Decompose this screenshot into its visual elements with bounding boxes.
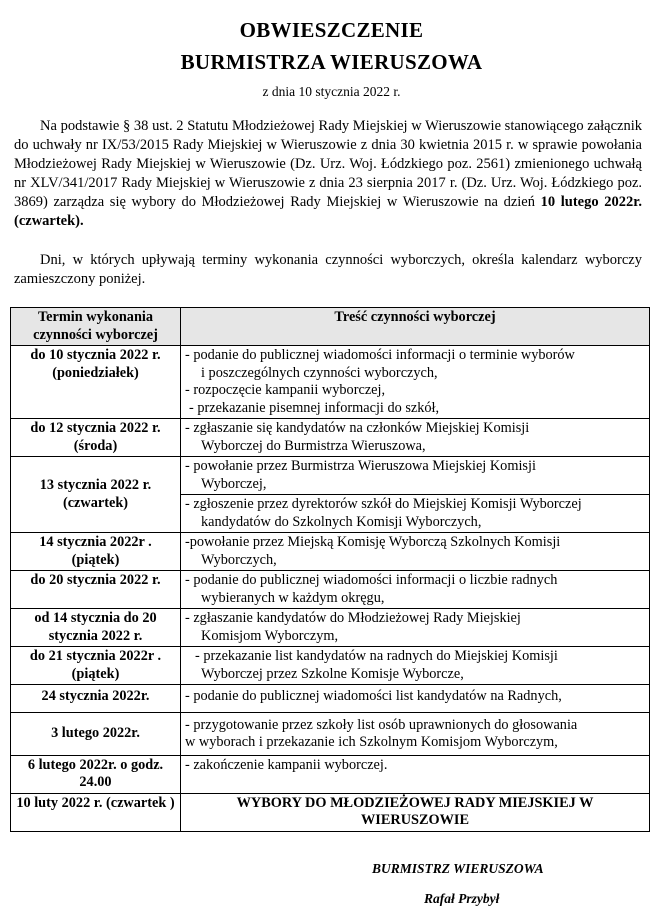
activity-cell: [181, 571, 650, 609]
activity-cell: [181, 647, 650, 685]
term-cell: 3 lutego 2022r.: [11, 712, 181, 755]
term-cell: do 21 stycznia 2022r . (piątek): [11, 647, 181, 685]
activity-line: - powołanie przez Burmistrza Wieruszowa Miejskiej Komisji: [185, 458, 536, 474]
table-row: [11, 533, 650, 571]
activity-line: kandydatów do Szkolnych Komisji Wyborczych,: [201, 513, 482, 530]
activity-cell: [181, 755, 650, 793]
activity-line: - przekazanie pisemnej informacji do szkół,: [189, 399, 440, 416]
term-cell: do 12 stycznia 2022 r. (środa): [11, 419, 181, 457]
activity-line: Wyborczej przez Szkolne Komisje Wyborcze,: [201, 665, 464, 682]
table-row: [11, 571, 650, 609]
header-term: Termin wykonania czynności wyborczej: [11, 308, 181, 346]
activity-line: - przekazanie list kandydatów na radnych do Miejskiej Komisji: [195, 648, 558, 664]
activity-line: Wyborczych,: [201, 551, 277, 568]
activity-cell: [181, 419, 650, 457]
table-row: [11, 346, 650, 419]
activity-cell: [181, 346, 650, 419]
table-row: [11, 609, 650, 647]
term-cell: od 14 stycznia do 20 stycznia 2022 r.: [11, 609, 181, 647]
activity-line: - podanie do publicznej wiadomości list kandydatów na Radnych,: [185, 688, 562, 704]
election-day-cell: WYBORY DO MŁODZIEŻOWEJ RADY MIEJSKIEJ W WIERUSZOWIE: [181, 793, 650, 831]
header-content: Treść czynności wyborczej: [181, 308, 650, 346]
activity-line: - rozpoczęcie kampanii wyborczej,: [185, 382, 386, 398]
term-cell: 14 stycznia 2022r . (piątek): [11, 533, 181, 571]
document-title: OBWIESZCZENIE: [239, 18, 424, 42]
activity-line: - podanie do publicznej wiadomości informacji o liczbie radnych: [185, 572, 558, 588]
table-header-row: [11, 308, 650, 346]
intro-paragraph: [14, 117, 642, 231]
table-row: [11, 793, 650, 831]
activity-line: wybieranych w każdym okręgu,: [201, 589, 385, 606]
activity-cell: [181, 495, 650, 533]
signature-title: BURMISTRZ WIERUSZOWA: [372, 861, 544, 876]
activity-line: - zakończenie kampanii wyborczej.: [185, 756, 388, 773]
term-cell: do 20 stycznia 2022 r.: [11, 571, 181, 609]
table-row: [11, 419, 650, 457]
term-cell: 13 stycznia 2022 r. (czwartek): [11, 457, 181, 533]
term-cell: 10 luty 2022 r. (czwartek ): [11, 793, 181, 831]
term-cell: 24 stycznia 2022r.: [11, 685, 181, 713]
term-cell: do 10 stycznia 2022 r. (poniedziałek): [11, 346, 181, 419]
activity-cell: [181, 685, 650, 713]
term-cell: 6 lutego 2022r. o godz. 24.00: [11, 755, 181, 793]
election-calendar-table: [10, 307, 650, 832]
activity-line: -powołanie przez Miejską Komisję Wyborczą Szkolnych Komisji: [185, 534, 561, 550]
activity-cell: [181, 457, 650, 495]
document-date: z dnia 10 stycznia 2022 r.: [262, 84, 401, 99]
activity-line: Wyborczej do Burmistrza Wieruszowa,: [201, 437, 426, 454]
activity-line: - zgłoszenie przez dyrektorów szkół do Miejskiej Komisji Wyborczej: [185, 496, 582, 512]
table-row: [11, 647, 650, 685]
election-date: 10 lutego 2022r. (czwartek).: [14, 194, 642, 229]
table-row: [11, 685, 650, 713]
activity-line: - zgłaszanie kandydatów do Młodzieżowej Rady Miejskiej: [185, 610, 521, 626]
signature-name: Rafał Przybył: [424, 891, 500, 906]
activity-line: w wyborach i przekazanie ich Szkolnym Komisjom Wyborczym,: [185, 734, 558, 750]
activity-line: - zgłaszanie się kandydatów na członków Miejskiej Komisji: [185, 420, 530, 436]
intro-text: Na podstawie § 38 ust. 2 Statutu Młodzieżowej Rady Miejskiej w Wieruszowie stanowiącego załącznik do uchwały nr IX/53/2015 Rady Miejskiej w Wieruszowie z dnia 30 kwietnia 2015 r. w sprawie powołania Młodzieżowej Rady Miejskiej w Wieruszowie (Dz. Urz. Woj. Łódzkiego poz. 2561) zmienionego uchwałą nr XLV/341/2017 Rady Miejskiej w Wieruszowie z dnia 23 sierpnia 2017 r. (Dz. Urz. Woj. Łódzkiego poz. 3869) zarządza się wybory do Młodzieżowej Rady Miejskiej w Wieruszowie na dzień: [14, 118, 642, 210]
document-subtitle: BURMISTRZA WIERUSZOWA: [180, 50, 483, 74]
activity-line: - podanie do publicznej wiadomości informacji o terminie wyborów: [185, 347, 575, 363]
activity-cell: [181, 609, 650, 647]
activity-cell: [181, 712, 650, 755]
table-row: [11, 755, 650, 793]
activity-line: Wyborczej,: [201, 475, 267, 492]
table-row: [11, 712, 650, 755]
table-row: [11, 457, 650, 495]
activity-cell: [181, 533, 650, 571]
activity-line: Komisjom Wyborczym,: [201, 627, 339, 644]
activity-line: - przygotowanie przez szkoły list osób uprawnionych do głosowania: [185, 716, 578, 733]
activity-line: i poszczególnych czynności wyborczych,: [201, 364, 438, 381]
calendar-intro-paragraph: Dni, w których upływają terminy wykonania czynności wyborczych, określa kalendarz wyborczy zamieszczony poniżej.: [14, 252, 642, 287]
